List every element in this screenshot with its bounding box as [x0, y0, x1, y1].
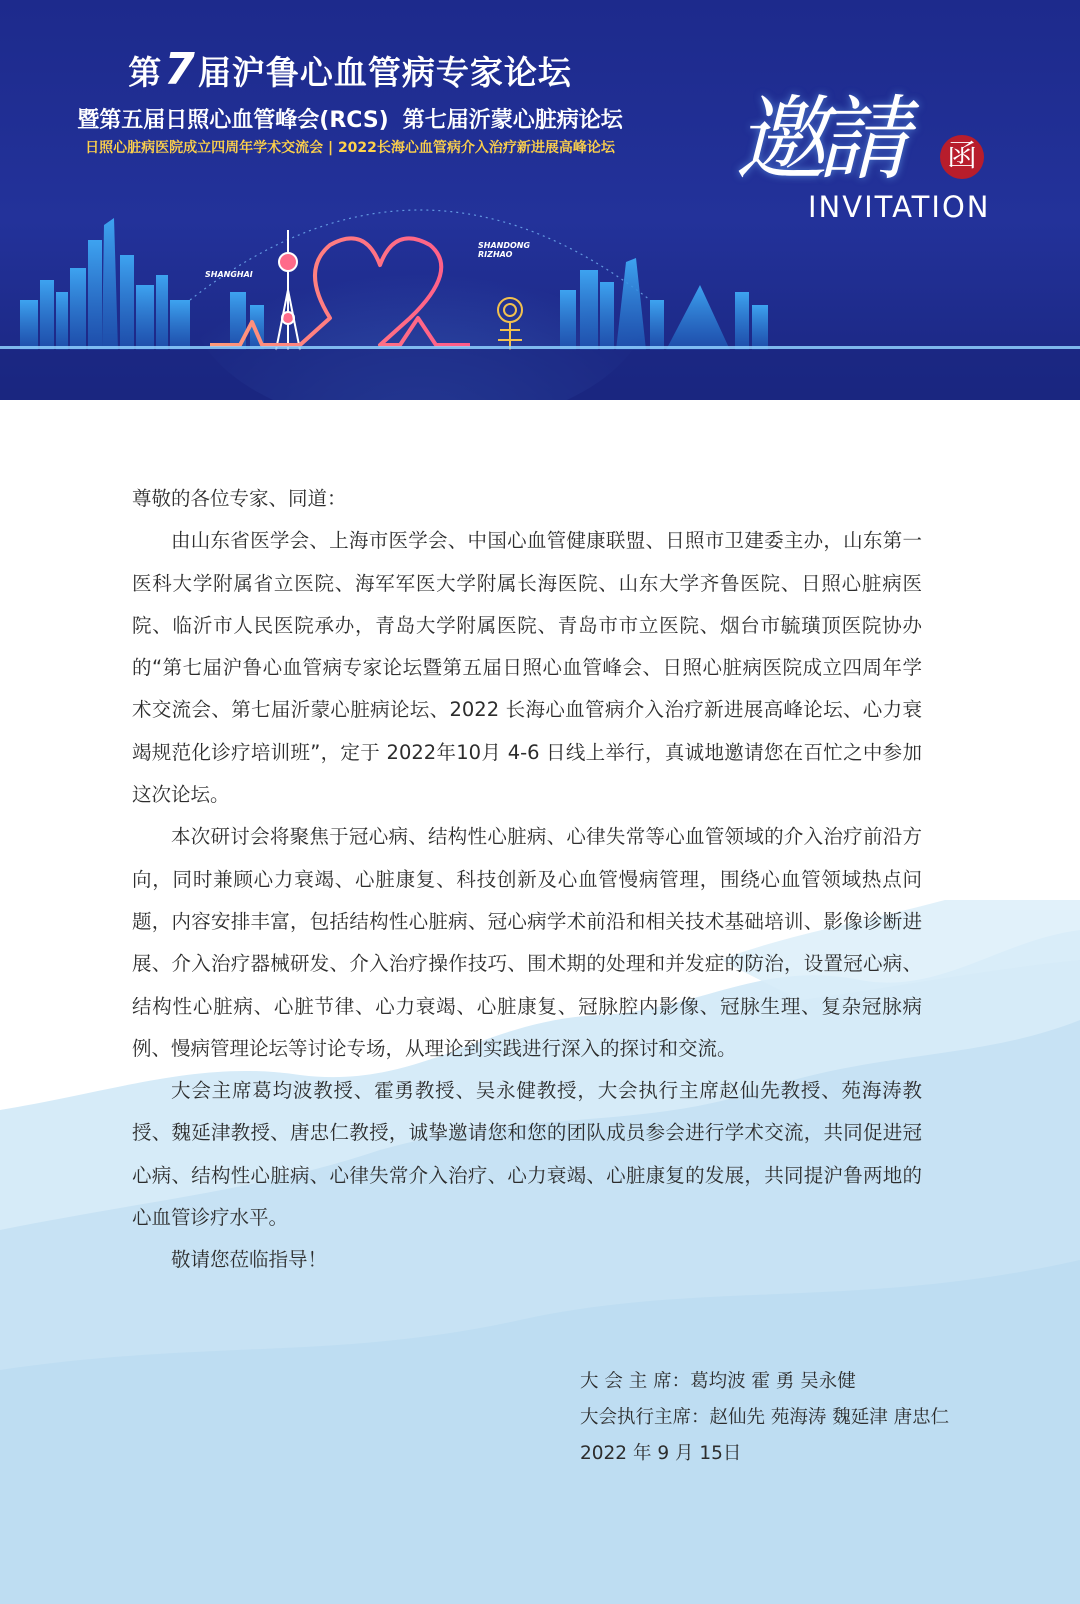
shanghai-label: SHANGHAI	[205, 270, 253, 279]
header-banner	[0, 0, 1080, 400]
shandong-label-line1: SHANDONG	[478, 241, 531, 250]
horizon-line	[0, 346, 1080, 349]
title-suffix: 届沪鲁心血管病专家论坛	[197, 53, 572, 92]
forum-subtitle	[0, 103, 700, 134]
invitation-seal: 函	[940, 135, 984, 179]
invitation-letter	[132, 478, 922, 1282]
greeting: 尊敬的各位专家、同道：	[132, 487, 347, 510]
paragraph-organizers: 由山东省医学会、上海市医学会、中国心血管健康联盟、日照市卫建委主办，山东第一医科大学附属省立医院、海军军医大学附属长海医院、山东大学齐鲁医院、日照心脏病医院、临沂市人民医院承办，青岛大学附属医院、青岛市市立医院、烟台市毓璜顶医院协办的“第七届沪鲁心血管病专家论坛暨第五届日照心血管峰会、日照心脏病医院成立四周年学术交流会、第七届沂蒙心脏病论坛、2022 长海心血管病介入治疗新进展高峰论坛、心力衰竭规范化诊疗培训班”，定于 2022年10月 4-6 日线上举行，真诚地邀请您在百忙之中参加这次论坛。	[132, 529, 922, 807]
invitation-calligraphy: 邀請	[735, 86, 900, 193]
paragraph-closing: 敬请您莅临指导！	[171, 1248, 328, 1272]
signature-chairs: 大 会 主 席：葛均波 霍 勇 吴永健	[580, 1371, 856, 1392]
subtitle-part2: 第七届沂蒙心脏病论坛	[402, 108, 623, 133]
signature-date: 2022 年 9 月 15日	[580, 1443, 742, 1464]
signature-block	[580, 1364, 949, 1472]
invitation-english: INVITATION	[808, 190, 991, 224]
paragraph-topics: 本次研讨会将聚焦于冠心病、结构性心脏病、心律失常等心血管领域的介入治疗前沿方向，同时兼顾心力衰竭、心脏康复、科技创新及心血管慢病管理，围绕心血管领域热点问题，内容安排丰富，包括结构性心脏病、冠心病学术前沿和相关技术基础培训、影像诊断进展、介入治疗器械研发、介入治疗操作技巧、围术期的处理和并发症的防治，设置冠心病、结构性心脏病、心脏节律、心力衰竭、心脏康复、冠脉腔内影像、冠脉生理、复杂冠脉病例、慢病管理论坛等讨论专场，从理论到实践进行深入的探讨和交流。	[132, 825, 922, 1060]
signature-executive-chairs: 大会执行主席：赵仙先 苑海涛 魏延津 唐忠仁	[580, 1407, 950, 1428]
shandong-skyline-icon	[560, 258, 768, 350]
shandong-label	[478, 241, 530, 259]
subtitle-part1: 暨第五届日照心血管峰会(RCS)	[77, 108, 389, 133]
forum-title	[0, 44, 700, 95]
title-prefix: 第	[128, 53, 163, 92]
paragraph-chairs: 大会主席葛均波教授、霍勇教授、吴永健教授，大会执行主席赵仙先教授、苑海涛教授、魏延津教授、唐忠仁教授，诚挚邀请您和您的团队成员参会进行学术交流，共同促进冠心病、结构性心脏病、心律失常介入治疗、心力衰竭、心脏康复的发展，共同提沪鲁两地的心血管诊疗水平。	[132, 1079, 922, 1230]
forum-subtitle-line3: 日照心脏病医院成立四周年学术交流会 | 2022长海心血管病介入治疗新进展高峰论坛	[85, 140, 615, 156]
shandong-label-line2: RIZHAO	[478, 250, 513, 259]
title-number: 7	[164, 44, 196, 95]
